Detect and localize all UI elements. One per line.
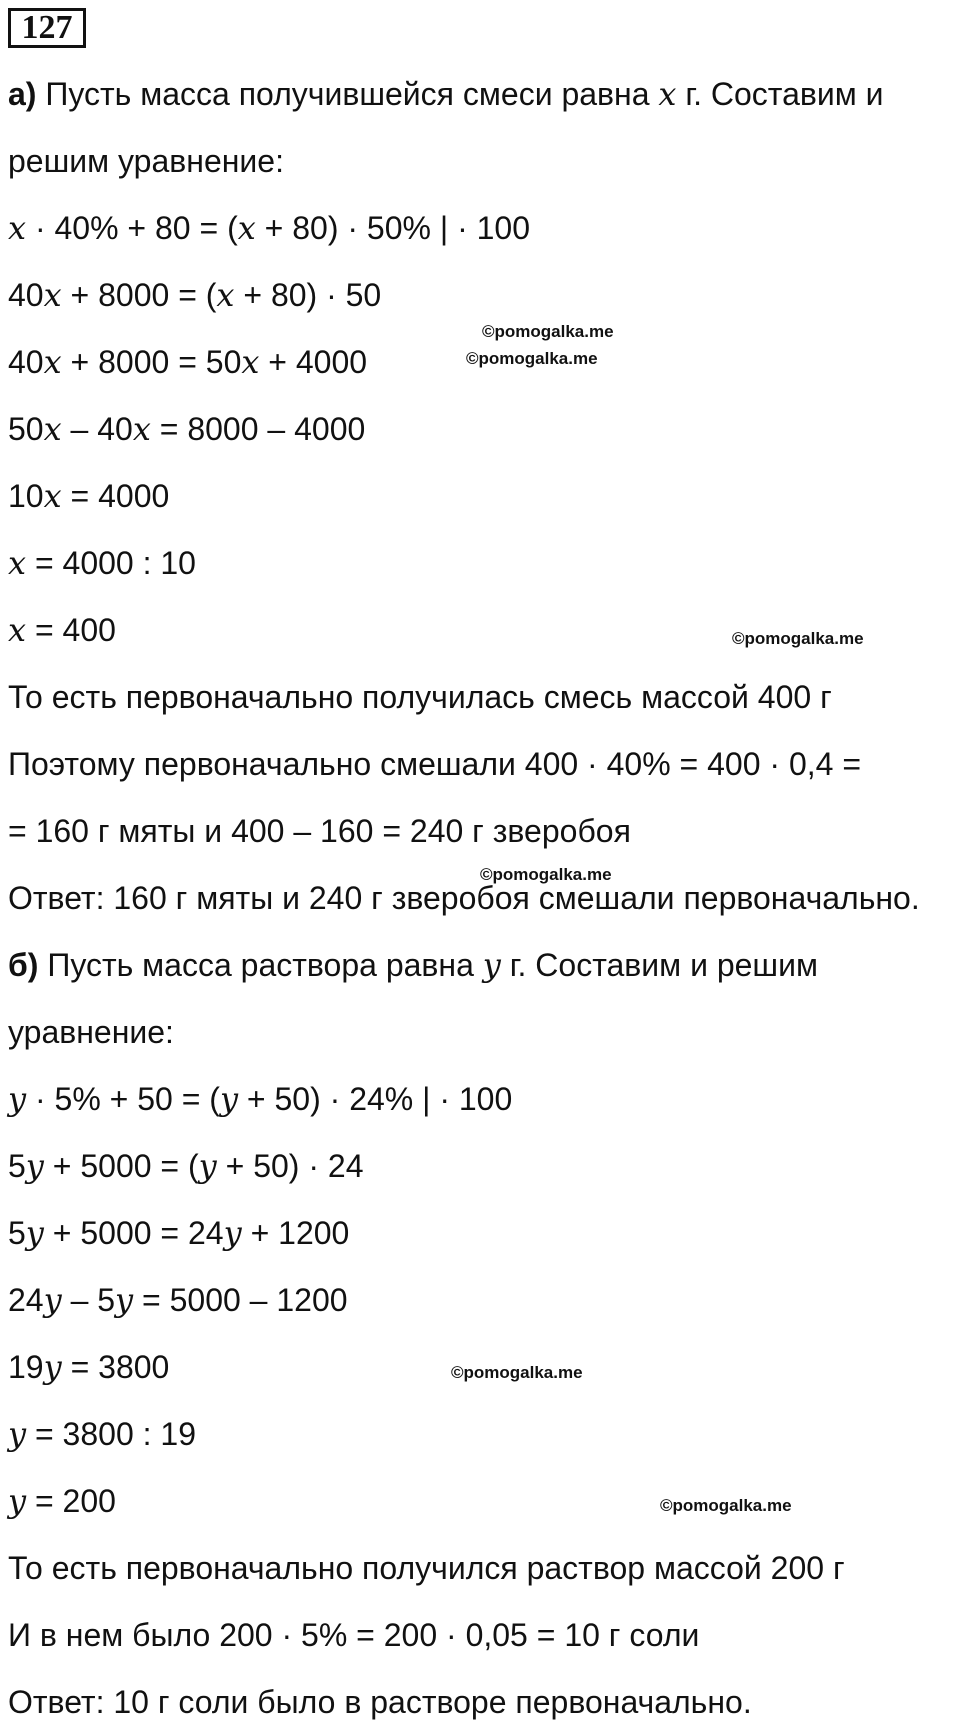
variable: x <box>8 611 27 649</box>
text-segment: = 5000 – 1200 <box>133 1282 348 1318</box>
text-segment: 50 <box>8 411 44 447</box>
text-segment: + 5000 = 24 <box>43 1215 224 1251</box>
text-segment: То есть первоначально получилась смесь массой 400 г <box>8 679 832 715</box>
variable: y <box>25 1214 44 1252</box>
text-segment: 40 <box>8 344 44 380</box>
variable: y <box>219 1080 239 1118</box>
text-segment: = 4000 <box>61 478 170 514</box>
variable: x <box>8 544 27 582</box>
text-segment: · 5% + 50 = ( <box>26 1081 220 1117</box>
text-line <box>8 208 530 248</box>
variable: y <box>8 1415 27 1453</box>
text-line <box>8 610 116 650</box>
text-segment: + 4000 <box>259 344 368 380</box>
text-line <box>8 945 818 985</box>
text-line <box>8 409 365 449</box>
text-segment: Пусть масса получившейся смеси равна <box>36 76 659 112</box>
text-line <box>8 1615 699 1655</box>
text-line <box>8 275 381 315</box>
text-segment: + 8000 = 50 <box>61 344 242 380</box>
text-segment: решим уравнение: <box>8 143 284 179</box>
variable: x <box>43 276 62 314</box>
part-label: б) <box>8 947 39 983</box>
variable: x <box>43 477 62 515</box>
text-line <box>8 1146 363 1186</box>
watermark: ©pomogalka.me <box>732 629 864 648</box>
text-segment: = 3800 <box>61 1349 170 1385</box>
variable: x <box>241 343 260 381</box>
variable: x <box>237 209 256 247</box>
text-line <box>8 1414 196 1454</box>
variable: x <box>658 75 677 113</box>
variable: x <box>132 410 151 448</box>
variable: x <box>43 343 62 381</box>
text-segment: = 200 <box>26 1483 116 1519</box>
text-line <box>8 1347 169 1387</box>
text-line <box>8 476 169 516</box>
text-segment: + 50) · 24% | · 100 <box>238 1081 513 1117</box>
text-line <box>8 1079 512 1119</box>
text-segment: + 50) · 24 <box>216 1148 364 1184</box>
text-segment: 40 <box>8 277 44 313</box>
watermark: ©pomogalka.me <box>480 865 612 884</box>
text-segment: г. Составим и решим <box>500 947 818 983</box>
text-segment: = 4000 : 10 <box>26 545 196 581</box>
text-segment: = 400 <box>26 612 116 648</box>
text-line <box>8 74 884 114</box>
watermark: ©pomogalka.me <box>482 322 614 341</box>
text-segment: 5 <box>8 1215 26 1251</box>
watermark: ©pomogalka.me <box>466 349 598 368</box>
problem-number: 127 <box>8 8 86 48</box>
variable: y <box>43 1281 62 1319</box>
variable: y <box>43 1348 62 1386</box>
text-line <box>8 1481 116 1521</box>
text-segment: · 40% + 80 = ( <box>26 210 238 246</box>
text-segment: Поэтому первоначально смешали 400 · 40% = 400 · 0,4 = <box>8 746 861 782</box>
text-line <box>8 1682 752 1722</box>
variable: y <box>25 1147 44 1185</box>
text-line <box>8 677 832 717</box>
text-line <box>8 543 196 583</box>
variable: y <box>8 1482 27 1520</box>
variable: y <box>8 1080 27 1118</box>
text-segment: 10 <box>8 478 44 514</box>
text-line <box>8 1280 348 1320</box>
text-line <box>8 744 861 784</box>
text-segment: = 3800 : 19 <box>26 1416 196 1452</box>
text-segment: + 1200 <box>241 1215 350 1251</box>
text-segment: 5 <box>8 1148 26 1184</box>
text-segment: + 5000 = ( <box>43 1148 199 1184</box>
text-segment: 24 <box>8 1282 44 1318</box>
variable: y <box>115 1281 134 1319</box>
variable: y <box>198 1147 217 1185</box>
part-label: а) <box>8 76 37 112</box>
text-line <box>8 141 284 181</box>
text-segment: + 80) · 50% | · 100 <box>255 210 530 246</box>
text-line <box>8 878 920 918</box>
text-segment: Ответ: 10 г соли было в растворе первоначально. <box>8 1684 752 1720</box>
text-line <box>8 1012 174 1052</box>
variable: x <box>8 209 27 247</box>
variable: y <box>223 1214 242 1252</box>
text-segment: – 5 <box>61 1282 116 1318</box>
variable: y <box>482 946 501 984</box>
text-segment: + 80) · 50 <box>234 277 382 313</box>
text-segment: + 8000 = ( <box>61 277 217 313</box>
variable: x <box>216 276 235 314</box>
text-segment: И в нем было 200 · 5% = 200 · 0,05 = 10 г соли <box>8 1617 700 1653</box>
text-segment: уравнение: <box>8 1014 174 1050</box>
text-segment: 19 <box>8 1349 44 1385</box>
text-segment: – 40 <box>61 411 133 447</box>
text-segment: Пусть масса раствора равна <box>38 947 483 983</box>
text-segment: = 160 г мяты и 400 – 160 = 240 г зверобоя <box>8 813 631 849</box>
text-line <box>8 1213 349 1253</box>
text-segment: То есть первоначально получился раствор массой 200 г <box>8 1550 845 1586</box>
watermark: ©pomogalka.me <box>451 1363 583 1382</box>
text-segment: = 8000 – 4000 <box>150 411 366 447</box>
text-segment: г. Составим и <box>676 76 884 112</box>
text-segment: Ответ: 160 г мяты и 240 г зверобоя смешали первоначально. <box>8 880 920 916</box>
variable: x <box>43 410 62 448</box>
text-line <box>8 811 631 851</box>
text-line <box>8 1548 845 1588</box>
watermark: ©pomogalka.me <box>660 1496 792 1515</box>
text-line <box>8 342 367 382</box>
